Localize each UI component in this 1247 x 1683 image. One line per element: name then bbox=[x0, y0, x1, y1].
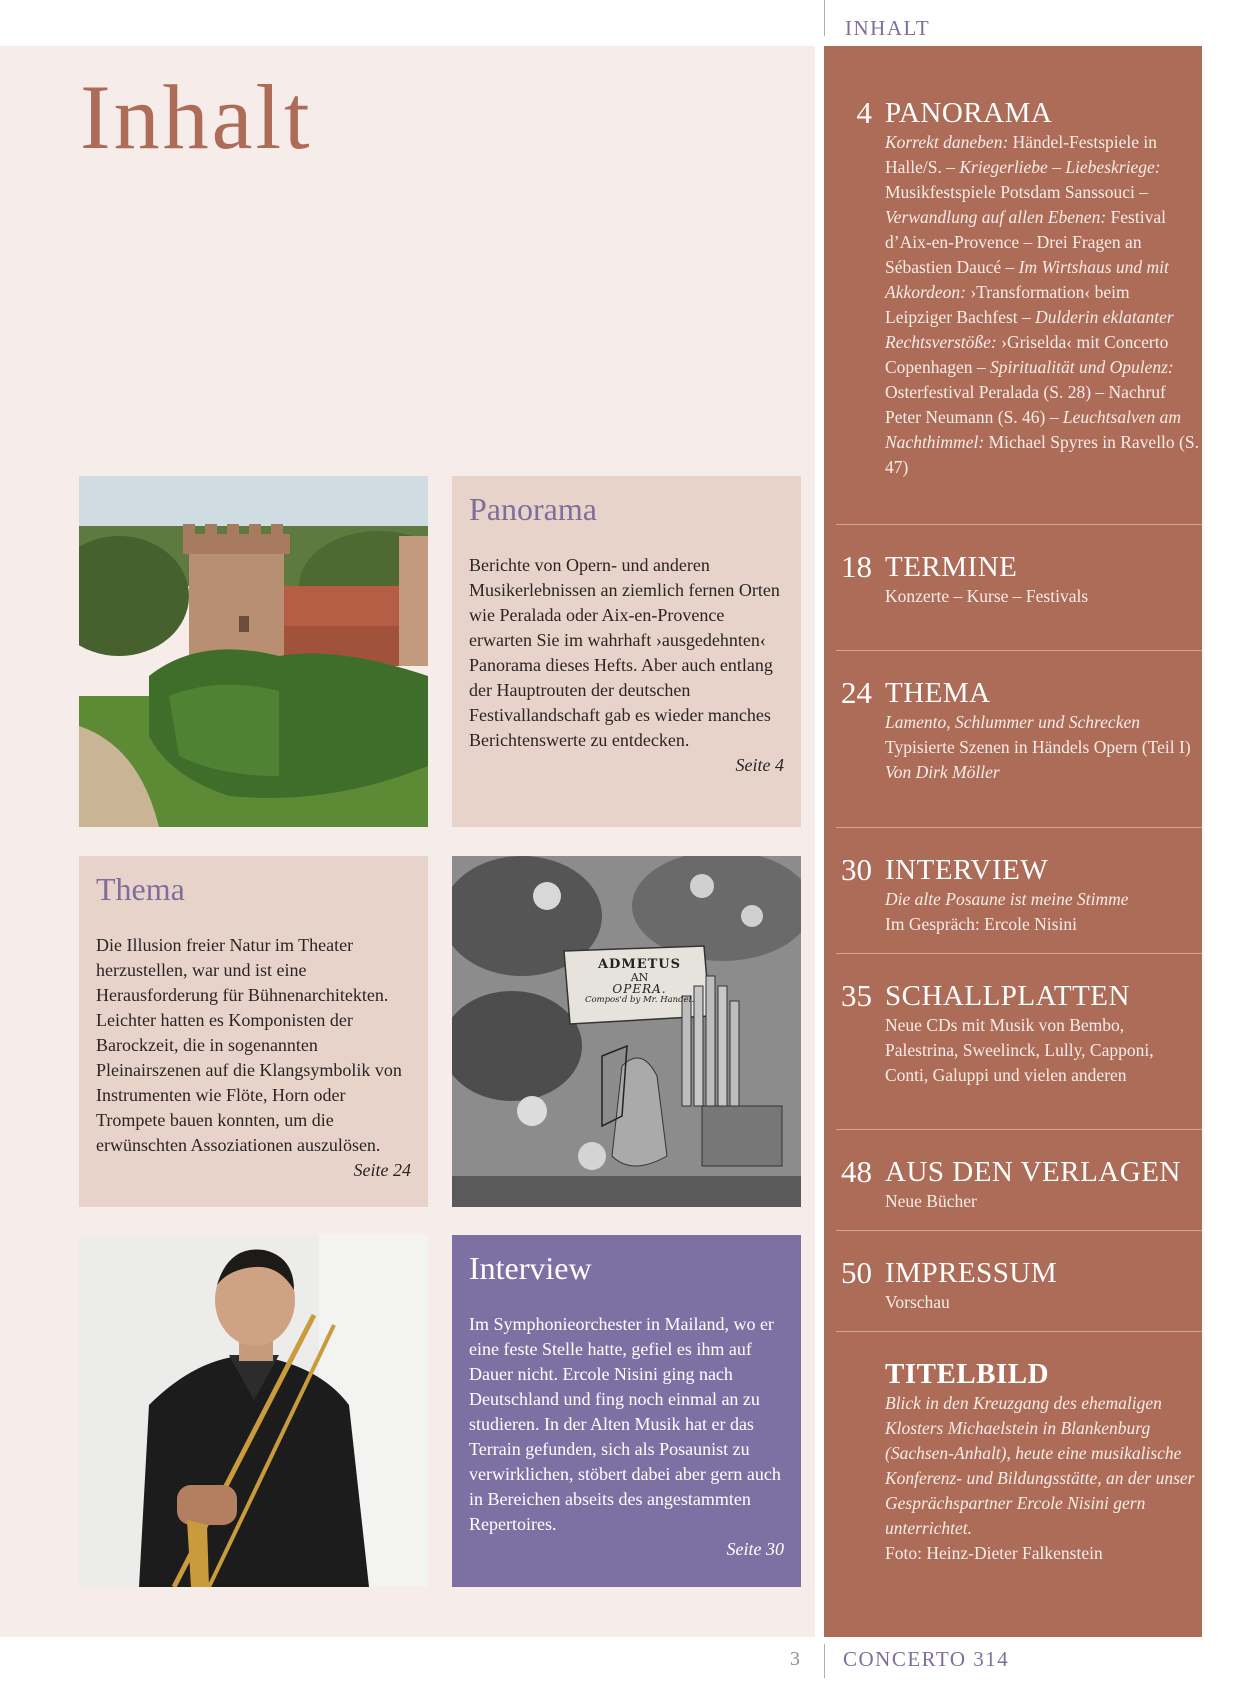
toc-thema-number: 24 bbox=[841, 675, 872, 710]
panorama-box-text: Berichte von Opern- und anderen Musikerlebnissen an ziemlich fernen Orten wie Peralada oder Aix-en-Provence erwarten Sie im wahrhaft ›ausgedehnten‹ Panorama dieses Hefts. Aber auch entlang der Hauptrouten der deutschen Festivallandschaft gab es wieder manches Berichtenswerte zu entdecken. bbox=[469, 555, 780, 751]
toc-panorama-title: PANORAMA bbox=[885, 97, 1053, 129]
toc-interview-subtitle: Die alte Posaune ist meine Stimme bbox=[885, 889, 1129, 909]
magazine-label: CONCERTO 314 bbox=[843, 1647, 1010, 1671]
toc-entry-schallplatten[interactable] bbox=[836, 979, 1202, 1129]
toc-titelbild-credit: Foto: Heinz-Dieter Falkenstein bbox=[885, 1543, 1103, 1563]
interview-box-text: Im Symphonieorchester in Mailand, wo er eine feste Stelle hatte, gefiel es ihm auf Dauer nicht. Ercole Nisini ging nach Deutschland und fing noch einmal an zu studieren. In der Alten Musik hat er das Terrain gefunden, sich als Posaunist zu verwirklichen, stöbert dabei aber gern auch in Bereichen abseits des angestammten Repertoires. bbox=[469, 1314, 781, 1535]
castle-photo bbox=[79, 476, 428, 827]
toc-panorama-part: Korrekt daneben: bbox=[885, 132, 1009, 152]
toc-interview-number: 30 bbox=[841, 852, 872, 887]
toc-termine-title: TERMINE bbox=[885, 551, 1018, 583]
toc-panorama-part: Spiritualität und Opulenz: bbox=[989, 357, 1174, 377]
header-divider bbox=[824, 0, 825, 36]
sign-line-3: OPERA. bbox=[612, 982, 667, 997]
toc-schallplatten-number: 35 bbox=[841, 978, 872, 1013]
toc-titelbild-caption: Blick in den Kreuzgang des ehemaligen Klosters Michaelstein in Blankenburg (Sachsen-Anhalt), heute eine musikalische Konferenz- und Bildungsstätte, an der unser Gesprächspartner Ercole Nisini gern unterrichtet. bbox=[885, 1393, 1195, 1538]
castle-image bbox=[79, 476, 428, 827]
toc-entry-thema[interactable] bbox=[836, 676, 1202, 826]
toc-thema-subtitle: Lamento, Schlummer und Schrecken bbox=[885, 712, 1140, 732]
toc-verlagen-number: 48 bbox=[841, 1154, 872, 1189]
toc-separator bbox=[836, 524, 1202, 525]
toc-termine-text: Konzerte – Kurse – Festivals bbox=[885, 586, 1089, 606]
interview-page-link[interactable]: Seite 30 bbox=[726, 1539, 784, 1560]
toc-separator bbox=[836, 1331, 1202, 1332]
toc-separator bbox=[836, 953, 1202, 954]
toc-panorama-part: Dulderin eklatanter Rechtsverstöße: bbox=[885, 307, 1174, 352]
page-number: 3 bbox=[790, 1648, 800, 1670]
engraving-image bbox=[452, 856, 801, 1207]
toc-panorama-part: Kriegerliebe – Liebeskriege: bbox=[959, 157, 1161, 177]
portrait-photo bbox=[79, 1235, 428, 1587]
thema-box-title: Thema bbox=[96, 871, 185, 907]
interview-box-title: Interview bbox=[469, 1250, 592, 1286]
toc-interview-text: Im Gespräch: Ercole Nisini bbox=[885, 914, 1077, 934]
toc-panorama-number: 4 bbox=[856, 95, 872, 130]
panorama-box bbox=[452, 476, 801, 827]
section-label: INHALT bbox=[845, 16, 931, 40]
toc-panorama-part: Händel-Festspiele in Halle/S. – bbox=[885, 132, 1157, 177]
toc-termine-number: 18 bbox=[841, 549, 872, 584]
toc-panorama-part: Musikfestspiele Potsdam Sanssouci – bbox=[885, 182, 1148, 202]
sign-line-4: Compos'd by Mr. Handel. bbox=[584, 994, 695, 1005]
toc-entry-panorama[interactable] bbox=[836, 96, 1202, 516]
toc-entry-termine[interactable] bbox=[836, 550, 1202, 630]
toc-panorama-text bbox=[885, 130, 1200, 480]
toc-separator bbox=[836, 1129, 1202, 1130]
toc-panorama-part: Festival d’Aix-en-Provence – Drei Fragen an Sébastien Daucé – bbox=[885, 207, 1166, 277]
toc-entry-verlagen[interactable] bbox=[836, 1155, 1202, 1235]
toc-thema-author: Von Dirk Möller bbox=[885, 762, 1000, 782]
thema-page-link[interactable]: Seite 24 bbox=[353, 1160, 411, 1181]
toc-interview-title: INTERVIEW bbox=[885, 854, 1049, 886]
toc-entry-impressum[interactable] bbox=[836, 1256, 1202, 1336]
sign-line-1: ADMETUS bbox=[597, 957, 682, 972]
sign-line-2: AN bbox=[630, 970, 649, 984]
toc-panorama-part: ›Griselda‹ mit Concerto Copenhagen – bbox=[885, 332, 1169, 377]
toc-thema-title: THEMA bbox=[885, 677, 991, 709]
engraving-photo bbox=[452, 856, 801, 1207]
toc-thema-text: Typisierte Szenen in Händels Opern (Teil I) bbox=[885, 737, 1191, 757]
toc-panorama-part: Im Wirtshaus und mit Akkordeon: bbox=[885, 257, 1169, 302]
footer-divider bbox=[824, 1644, 825, 1678]
toc-separator bbox=[836, 650, 1202, 651]
page-title: Inhalt bbox=[80, 66, 313, 168]
toc-impressum-number: 50 bbox=[841, 1255, 872, 1290]
toc-entry-interview[interactable] bbox=[836, 853, 1202, 953]
panorama-box-title: Panorama bbox=[469, 491, 597, 527]
panorama-page-link[interactable]: Seite 4 bbox=[735, 755, 784, 776]
toc-panorama-part: Osterfestival Peralada (S. 28) – Nachruf Peter Neumann (S. 46) – bbox=[885, 382, 1166, 427]
toc-separator bbox=[836, 1230, 1202, 1231]
toc-impressum-title: IMPRESSUM bbox=[885, 1257, 1058, 1289]
toc-schallplatten-text: Neue CDs mit Musik von Bembo, Palestrina, Sweelinck, Lully, Capponi, Conti, Galuppi und vielen anderen bbox=[885, 1015, 1154, 1085]
toc-schallplatten-title: SCHALLPLATTEN bbox=[885, 980, 1130, 1012]
thema-box-text: Die Illusion freier Natur im Theater herzustellen, war und ist eine Herausforderung für Bühnenarchitekten. Leichter hatten es Komponisten der Barockzeit, die in sogenannten Pleinairszenen auf die Klangsymbolik von Instrumenten wie Flöte, Horn oder Trompete bauen konnten, um die erwünschten Assoziationen auszulösen. bbox=[96, 935, 402, 1156]
portrait-image bbox=[79, 1235, 428, 1587]
toc-panorama-part: Verwandlung auf allen Ebenen: bbox=[885, 207, 1107, 227]
toc-verlagen-title: AUS DEN VERLAGEN bbox=[885, 1156, 1181, 1188]
toc-impressum-text: Vorschau bbox=[885, 1292, 950, 1312]
toc-panorama-part: ›Transformation‹ beim Leipziger Bachfest – bbox=[885, 282, 1130, 327]
toc-panorama-part: Michael Spyres in Ravello (S. 47) bbox=[885, 432, 1199, 477]
toc-panorama-part: Leuchtsalven am Nachthimmel: bbox=[885, 407, 1181, 452]
toc-separator bbox=[836, 827, 1202, 828]
toc-verlagen-text: Neue Bücher bbox=[885, 1191, 977, 1211]
interview-box bbox=[452, 1235, 801, 1587]
engraving-sign bbox=[572, 958, 707, 1005]
toc-titelbild-title: TITELBILD bbox=[885, 1358, 1050, 1390]
thema-box bbox=[79, 856, 428, 1207]
toc-entry-titelbild[interactable] bbox=[836, 1357, 1202, 1577]
